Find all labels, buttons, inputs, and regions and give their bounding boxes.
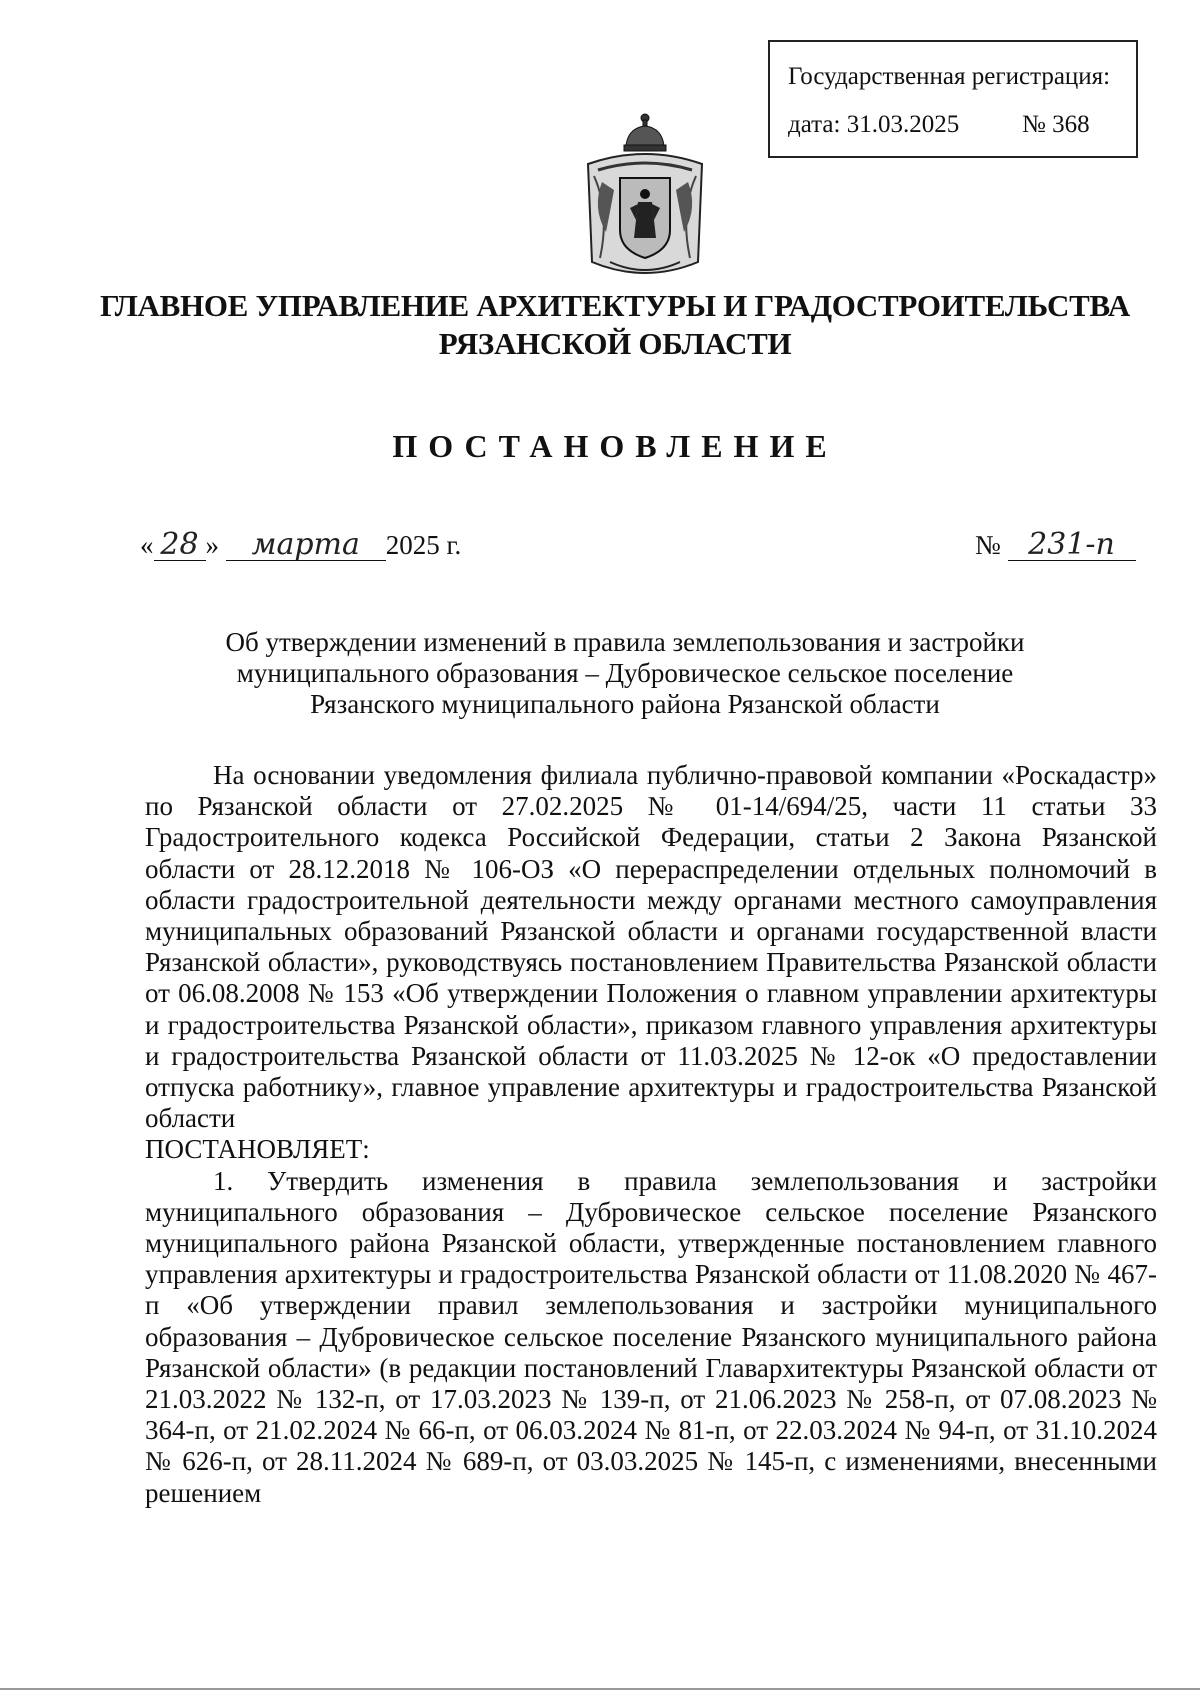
decree-word: ПОСТАНОВЛЯЕТ: bbox=[145, 1134, 370, 1165]
date-month-handwritten: марта bbox=[226, 530, 386, 561]
document-body bbox=[145, 760, 1157, 1509]
date-open-quote: « bbox=[140, 530, 154, 560]
item-1-paragraph: 1. Утвердить изменения в правила землепользования и застройки муниципального образования – Дубровическое сельское поселение Рязанского муниципального района Рязанской области, утвержденные постановлением главного управления архитектуры и градостроительства Рязанской области от 11.08.2020 № 467-п «Об утверждении правил землепользования и застройки муниципального образования – Дубровическое сельское поселение Рязанского муниципального района Рязанской области» (в редакции постановлений Главархитектуры Рязанской области от 21.03.2022 № 132-п, от 17.03.2023 № 139-п, от 21.06.2023 № 258-п, от 07.08.2023 № 364-п, от 21.02.2024 № 66-п, от 06.03.2024 № 81-п, от 22.03.2024 № 94-п, от 31.10.2024 № 626-п, от 28.11.2024 № 689-п, от 03.03.2025 № 145-п, с изменениями, внесенными решением bbox=[145, 1165, 1157, 1508]
number-handwritten: 231-п bbox=[1008, 530, 1136, 561]
document-title-line2: муниципального образования – Дубровическое сельское поселение bbox=[236, 658, 1014, 688]
document-date bbox=[140, 527, 462, 562]
page-bottom-edge bbox=[0, 1688, 1200, 1690]
number-prefix: № bbox=[975, 530, 1001, 560]
date-close-quote: » bbox=[205, 530, 219, 560]
registration-title: Государственная регистрация: bbox=[788, 63, 1111, 90]
document-title bbox=[150, 627, 1100, 720]
document-type-heading: ПОСТАНОВЛЕНИЕ bbox=[392, 428, 838, 464]
document-title-line1: Об утверждении изменений в правила землепользования и застройки bbox=[225, 627, 1025, 657]
registration-stamp bbox=[768, 40, 1138, 158]
registration-date: дата: 31.03.2025 bbox=[788, 111, 960, 138]
coat-of-arms-emblem bbox=[570, 112, 720, 284]
registration-number: № 368 bbox=[1022, 111, 1090, 138]
document-title-line3: Рязанского муниципального района Рязанской области bbox=[310, 689, 940, 719]
organization-name bbox=[100, 287, 1130, 363]
date-year: 2025 г. bbox=[385, 530, 462, 560]
preamble-paragraph: На основании уведомления филиала публично-правовой компании «Роскадастр» по Рязанской области от 27.02.2025 № 01-14/694/25, части 11 статьи 33 Градостроительного кодекса Российской Федерации, статьи 2 Закона Рязанской области от 28.12.2018 № 106-ОЗ «О перераспределении отдельных полномочий в области градостроительной деятельности между органами местного самоуправления муниципальных образований Рязанской области и органами государственной власти Рязанской области», руководствуясь постановлением Правительства Рязанской области от 06.08.2008 № 153 «Об утверждении Положения о главном управлении архитектуры и градостроительства Рязанской области», приказом главного управления архитектуры и градостроительства Рязанской области от 11.03.2025 № 12-ок «О предоставлении отпуска работнику», главное управление архитектуры и градостроительства Рязанской области bbox=[145, 760, 1157, 1134]
date-day-handwritten: 28 bbox=[154, 530, 206, 561]
organization-name-line2: РЯЗАНСКОЙ ОБЛАСТИ bbox=[438, 326, 792, 361]
document-number bbox=[975, 527, 1136, 562]
organization-name-line1: ГЛАВНОЕ УПРАВЛЕНИЕ АРХИТЕКТУРЫ И ГРАДОСТРОИТЕЛЬСТВА bbox=[100, 288, 1131, 323]
